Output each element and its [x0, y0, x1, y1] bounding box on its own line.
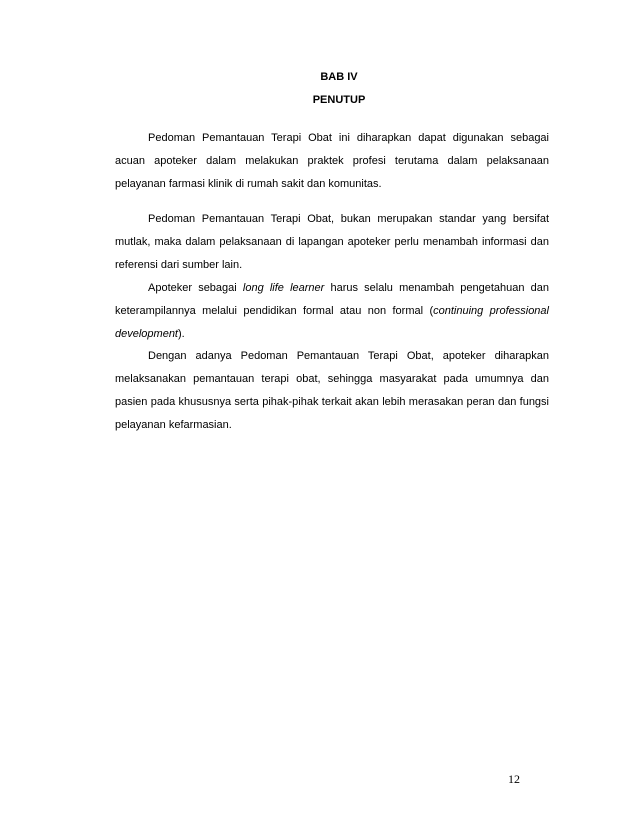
paragraph-3-text-2: harus selalu menambah pengetahuan dan keterampilannya melalui pendidikan formal atau non formal ( [115, 282, 550, 317]
paragraph-3-italic-2: continuing professional development [115, 305, 549, 340]
paragraph-3-text-1: Apoteker sebagai [148, 282, 243, 294]
paragraph-3 [115, 277, 549, 346]
paragraph-3-text-3: ). [178, 328, 185, 340]
page-number: 12 [508, 772, 520, 786]
chapter-title: PENUTUP [312, 94, 366, 106]
paragraph-2: Pedoman Pemantauan Terapi Obat, bukan merupakan standar yang bersifat mutlak, maka dalam pelaksanaan di lapangan apoteker perlu menambah informasi dan referensi dari sumber lain. [115, 213, 549, 271]
paragraph-4: Dengan adanya Pedoman Pemantauan Terapi Obat, apoteker diharapkan melaksanakan pemantauan terapi obat, sehingga masyarakat pada umumnya dan pasien pada khususnya serta pihak-pihak terkait akan lebih merasakan peran dan fungsi pelayanan kefarmasian. [115, 350, 549, 431]
chapter-number: BAB IV [320, 71, 358, 83]
paragraph-3-italic-1: long life learner [242, 282, 325, 294]
paragraph-1: Pedoman Pemantauan Terapi Obat ini diharapkan dapat digunakan sebagai acuan apoteker dalam melakukan praktek profesi terutama dalam pelaksanaan pelayanan farmasi klinik di rumah sakit dan komunitas. [115, 132, 549, 190]
